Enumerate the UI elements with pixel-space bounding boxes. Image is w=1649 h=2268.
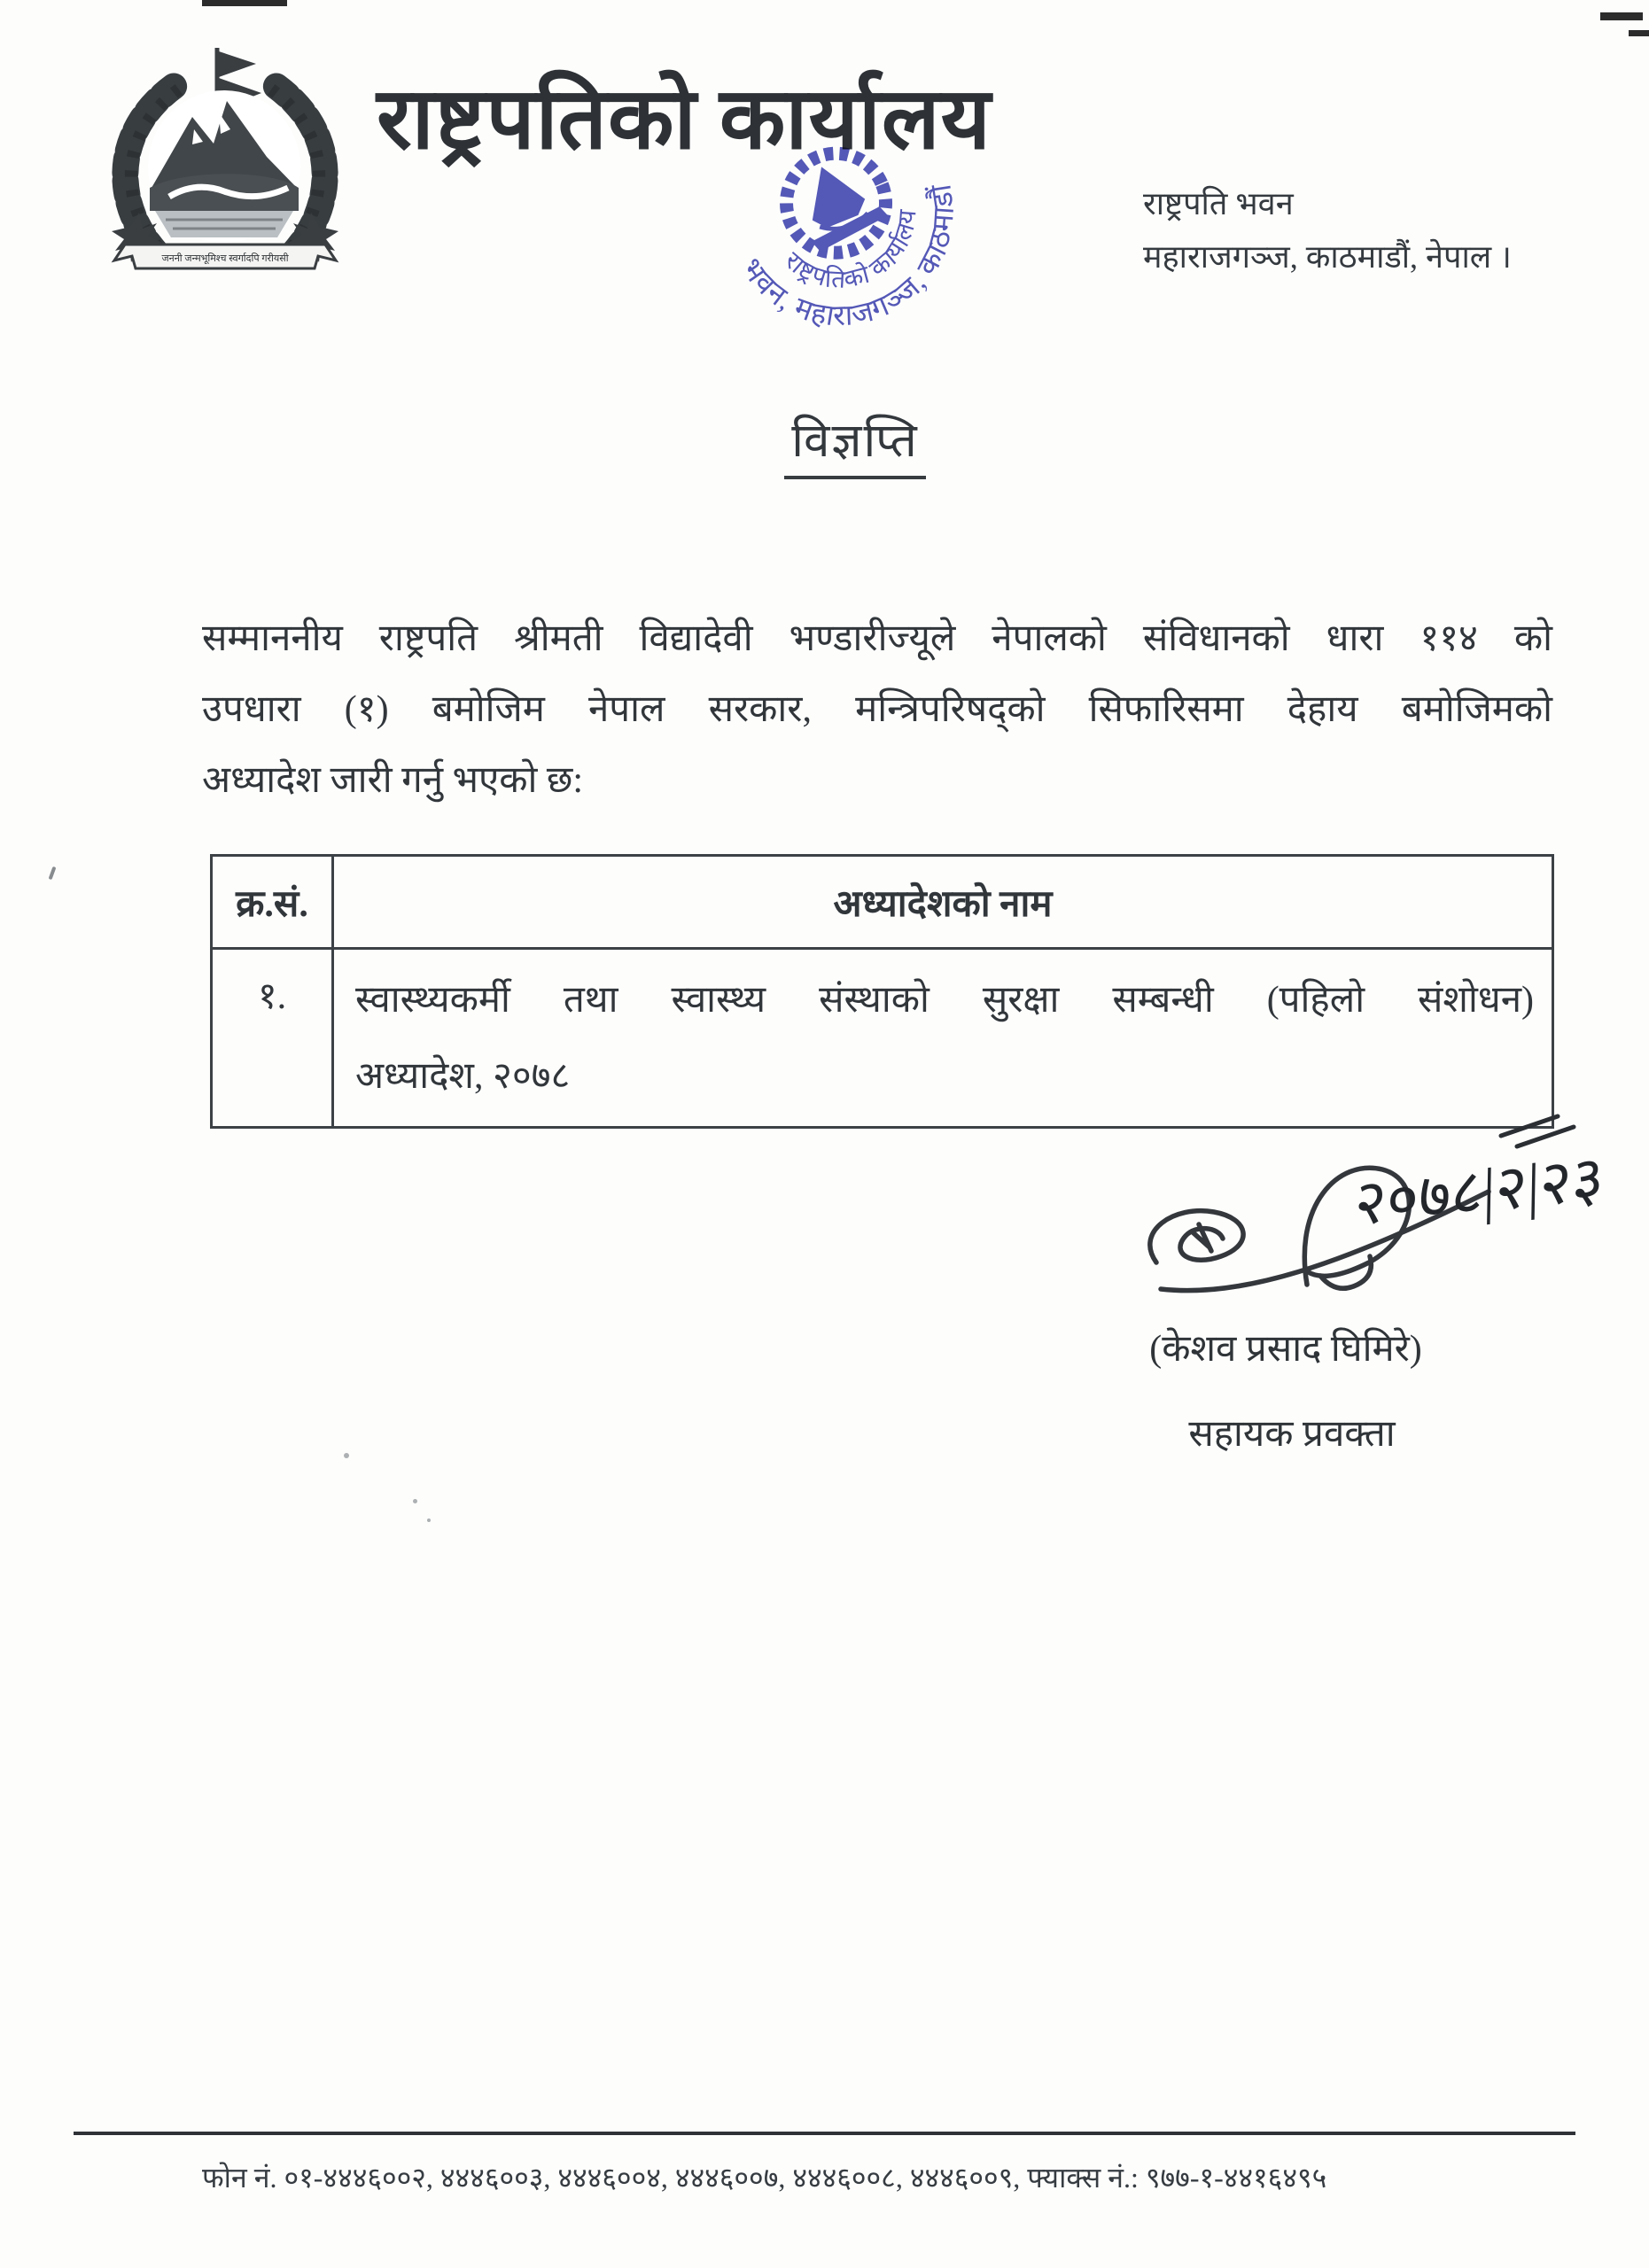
- stamp-inner-text: राष्ट्रपतिको कार्यालय: [779, 207, 922, 295]
- handwritten-date: २०७८|२|२३: [1354, 1144, 1605, 1239]
- table-row: [212, 949, 1553, 1128]
- scan-artifact-dot-3: [427, 1518, 431, 1522]
- body-line-2: उपधारा (१) बमोजिम नेपाल सरकार, मन्त्रिपरिषद्को सिफारिसमा देहाय बमोजिमको: [202, 689, 1552, 730]
- address-line-2: महाराजगञ्ज, काठमाडौं, नेपाल ।: [1143, 239, 1512, 275]
- ordinance-name-line-2: अध्यादेश, २०७८: [355, 1056, 571, 1097]
- nepal-coat-of-arms-logo: [84, 44, 366, 273]
- signatory-name: (केशव प्रसाद घिमिरे): [1149, 1329, 1422, 1370]
- scan-artifact-dot-2: [413, 1499, 417, 1503]
- signatory-designation: सहायक प्रवक्ता: [1188, 1414, 1396, 1455]
- emblem-terraces: [155, 211, 293, 237]
- document-title-wrap: [0, 406, 1649, 479]
- footer-divider: [74, 2132, 1575, 2135]
- emblem-motto-text: जननी जन्मभूमिश्च स्वर्गादपि गरीयसी: [161, 253, 289, 264]
- scan-artifact-tick: [49, 866, 57, 880]
- scan-artifact-top-bar: [202, 0, 287, 6]
- table-header-row: [212, 856, 1553, 949]
- address-line-1: राष्ट्रपति भवन: [1143, 186, 1294, 221]
- scan-artifact-dash-2: [1629, 30, 1649, 36]
- ordinance-table: [210, 854, 1554, 1129]
- stamp-outer-text: भवन, महाराजगञ्ज, काठमाडौं: [734, 181, 961, 333]
- office-stamp: [673, 106, 1028, 390]
- document-title: विज्ञप्ति: [784, 406, 925, 479]
- cell-ordinance-name: [333, 949, 1553, 1128]
- footer-contact: फोन नं. ०१-४४४६००२, ४४४६००३, ४४४६००४, ४४४६००७, ४४४६००८, ४४४६००९, फ्याक्स नं.: ९७७-१-४४१६४९५: [202, 2162, 1327, 2194]
- cell-serial-number: १.: [212, 949, 333, 1128]
- body-line-3: अध्यादेश जारी गर्नु भएको छ:: [202, 760, 584, 801]
- letterhead-address: [1143, 177, 1568, 284]
- header-serial-number: क्र.सं.: [212, 856, 333, 949]
- office-title: राष्ट्रपतिको कार्यालय: [377, 72, 992, 167]
- body-line-1: सम्माननीय राष्ट्रपति श्रीमती विद्यादेवी भण्डारीज्यूले नेपालको संविधानको धारा ११४ को: [202, 618, 1552, 659]
- header-ordinance-name: अध्यादेशको नाम: [333, 856, 1553, 949]
- ordinance-name-line-1: स्वास्थ्यकर्मी तथा स्वास्थ्य संस्थाको सुरक्षा सम्बन्धी (पहिलो संशोधन): [355, 980, 1534, 1021]
- scan-artifact-dot-1: [344, 1453, 349, 1458]
- scan-artifact-dash-1: [1600, 12, 1643, 20]
